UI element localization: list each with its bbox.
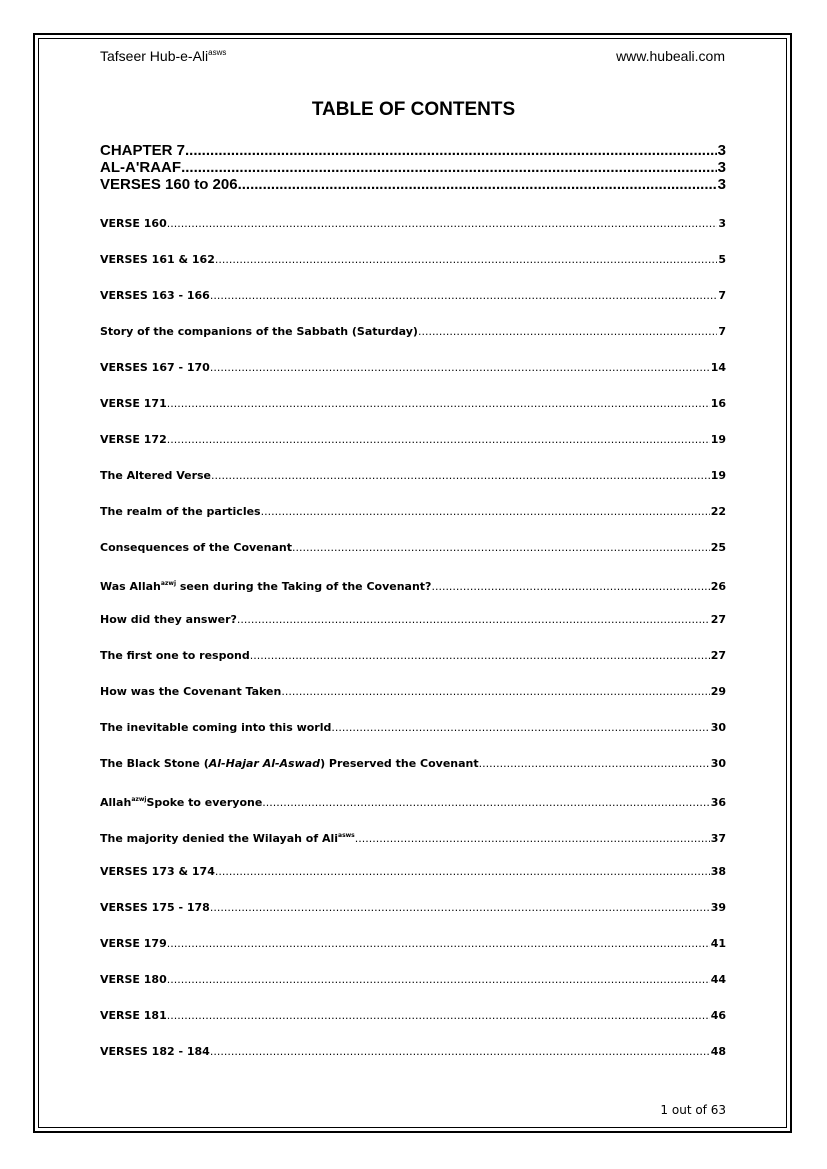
toc-entry-text: Allah [100,796,132,809]
toc-entry[interactable] [100,755,726,791]
toc-leader-dots [167,215,718,233]
toc-entry[interactable] [100,251,726,287]
toc-page-number: 36 [710,796,726,809]
toc-main-entry[interactable] [100,159,726,176]
toc-entry-label [100,683,281,701]
toc-entry-text-continued: seen during the Taking of the Covenant? [176,580,432,593]
toc-entry-label [100,863,215,881]
toc-entry-text: VERSES 173 & 174 [100,865,215,878]
toc-entry[interactable] [100,791,726,827]
toc-entry-text: The inevitable coming into this world [100,721,332,734]
toc-leader-dots [167,935,710,953]
toc-entry-superscript: asws [338,832,355,839]
toc-entry[interactable] [100,503,726,539]
toc-entry-label: VERSES 160 to 206 [100,176,238,193]
toc-leader-dots [185,142,717,159]
toc-entry[interactable] [100,647,726,683]
toc-entry-text: The realm of the particles [100,505,261,518]
toc-main-entry[interactable] [100,142,726,159]
toc-entry-text: VERSE 180 [100,973,167,986]
toc-entry-text: VERSES 167 - 170 [100,361,210,374]
toc-entry[interactable] [100,323,726,359]
toc-entry-label [100,827,355,848]
toc-entry-label [100,899,210,917]
toc-entry-text: VERSES 175 - 178 [100,901,210,914]
toc-page-number: 30 [710,757,726,770]
toc-leader-dots [210,1043,710,1061]
toc-entry-italic-text: Al-Hajar Al-Aswad [208,757,321,770]
toc-leader-dots [237,611,710,629]
page-number-footer: 1 out of 63 [660,1103,726,1117]
toc-entry-label [100,719,331,737]
toc-page-number: 3 [717,159,726,176]
toc-entries [100,215,726,1079]
toc-entry[interactable] [100,683,726,719]
toc-entry-text-continued: ) Preserved the Covenant [320,757,479,770]
toc-entry[interactable] [100,575,726,611]
toc-entry-label [100,1007,167,1025]
toc-entry-label [100,755,479,773]
toc-entry-text-continued: Spoke to everyone [146,796,263,809]
toc-leader-dots [261,503,710,521]
toc-page-number: 22 [710,505,726,518]
toc-entry-label [100,791,262,812]
toc-entry-text: The Black Stone ( [100,757,209,770]
toc-entry-label: CHAPTER 7 [100,142,186,159]
toc-entry-label [100,647,250,665]
toc-page-number: 26 [710,580,726,593]
toc-page-number: 5 [718,253,726,266]
toc-entry[interactable] [100,1007,726,1043]
toc-leader-dots [211,467,710,485]
toc-leader-dots [355,830,710,848]
toc-entry-label [100,395,167,413]
toc-leader-dots [210,287,718,305]
toc-page-number: 19 [710,469,726,482]
toc-page-number: 41 [710,937,726,950]
toc-main-entry[interactable] [100,176,726,193]
toc-leader-dots [331,719,709,737]
toc-page-number: 25 [710,541,726,554]
toc-entry[interactable] [100,1043,726,1079]
toc-page-number: 3 [718,217,726,230]
toc-page-number: 14 [710,361,726,374]
toc-page-number: 27 [710,613,726,626]
toc-entry-text: Story of the companions of the Sabbath (Saturday) [100,325,418,338]
toc-entry-label [100,359,210,377]
toc-entry[interactable] [100,431,726,467]
toc-leader-dots [262,794,709,812]
toc-leader-dots [167,431,710,449]
toc-entry-label [100,215,167,233]
page-title: TABLE OF CONTENTS [311,99,516,120]
toc-entry-label [100,467,211,485]
toc-page-number: 37 [710,832,726,845]
toc-entry-superscript: azwj [160,580,176,587]
toc-entry-label [100,935,167,953]
toc-entry-label [100,611,237,629]
toc-entry-text: VERSE 160 [100,217,167,230]
toc-entry-label [100,503,261,521]
toc-entry[interactable] [100,359,726,395]
toc-page-number: 46 [710,1009,726,1022]
toc-entry[interactable] [100,827,726,863]
toc-entry[interactable] [100,467,726,503]
toc-page-number: 44 [710,973,726,986]
toc-page-number: 30 [710,721,726,734]
toc-entry-label [100,971,167,989]
toc-entry-text: Was Allah [100,580,161,593]
toc-page-number: 48 [710,1045,726,1058]
toc-entry-text: VERSES 161 & 162 [100,253,215,266]
toc-entry-label [100,575,431,596]
toc-entry-label [100,287,210,305]
toc-entry[interactable] [100,719,726,755]
toc-page-number: 29 [710,685,726,698]
toc-page-number: 39 [710,901,726,914]
toc-entry[interactable] [100,539,726,575]
toc-entry-text: VERSES 163 - 166 [100,289,210,302]
toc-leader-dots [215,863,710,881]
toc-page-number: 27 [710,649,726,662]
toc-leader-dots [281,683,709,701]
toc-leader-dots [215,251,717,269]
toc-page-number: 38 [710,865,726,878]
toc-leader-dots [210,899,710,917]
toc-entry-label [100,323,418,341]
toc-leader-dots [167,971,710,989]
toc-page-number: 19 [710,433,726,446]
toc-page-number: 16 [710,397,726,410]
toc-page-number: 3 [717,142,726,159]
toc-entry-label: AL-A'RAAF [100,159,182,176]
toc-entry[interactable] [100,935,726,971]
toc-entry-text: How was the Covenant Taken [100,685,282,698]
toc-leader-dots [210,359,710,377]
toc-entry-label [100,431,167,449]
toc-leader-dots [250,647,710,665]
toc-leader-dots [431,578,709,596]
toc-entry[interactable] [100,287,726,323]
toc-entry-superscript: azwj [131,796,147,803]
toc-entry-label [100,251,215,269]
toc-entry-text: VERSE 181 [100,1009,167,1022]
toc-leader-dots [167,395,710,413]
header-title-superscript: asws [208,48,227,57]
toc-page-number: 7 [718,325,726,338]
header-title-text: Tafseer Hub-e-Ali [100,48,209,64]
toc-entry-text: The Altered Verse [100,469,212,482]
toc-leader-dots [167,1007,710,1025]
toc-entry[interactable] [100,395,726,431]
header-title [100,48,226,64]
toc-entry-text: VERSES 182 - 184 [100,1045,210,1058]
header-url: www.hubeali.com [616,48,725,64]
toc-entry[interactable] [100,899,726,935]
toc-entry[interactable] [100,971,726,1007]
main-toc-entries [100,142,726,193]
toc-entry-text: How did they answer? [100,613,237,626]
toc-entry[interactable] [100,215,726,251]
toc-leader-dots [292,539,710,557]
toc-entry[interactable] [100,863,726,899]
toc-entry[interactable] [100,611,726,647]
toc-page-number: 7 [718,289,726,302]
toc-entry-label [100,1043,210,1061]
toc-page-number: 3 [717,176,726,193]
toc-entry-text: VERSE 171 [100,397,167,410]
toc-leader-dots [238,176,717,193]
toc-entry-text: The majority denied the Wilayah of Ali [100,832,339,845]
toc-leader-dots [181,159,717,176]
toc-leader-dots [418,323,717,341]
toc-leader-dots [479,755,710,773]
toc-entry-text: VERSE 172 [100,433,167,446]
toc-entry-label [100,539,292,557]
toc-entry-text: Consequences of the Covenant [100,541,292,554]
toc-entry-text: VERSE 179 [100,937,167,950]
toc-entry-text: The first one to respond [100,649,250,662]
